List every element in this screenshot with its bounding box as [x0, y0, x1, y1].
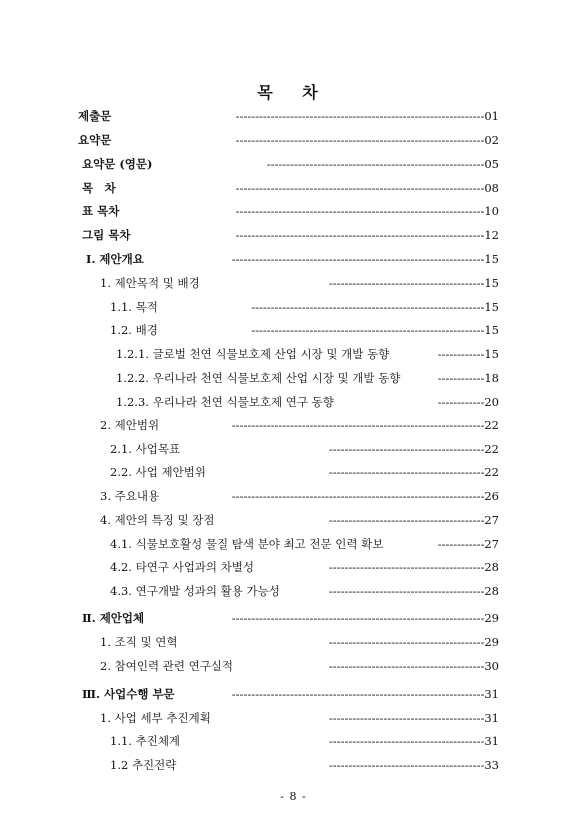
toc-leader: ----------------------------------------------------------------01 [235, 109, 499, 123]
toc-entry[interactable] [0, 582, 587, 600]
toc-entry[interactable] [0, 709, 587, 727]
toc-entry[interactable] [0, 274, 587, 292]
toc-entry[interactable] [0, 657, 587, 675]
toc-page-number: 26 [484, 489, 499, 503]
toc-entry[interactable] [0, 463, 587, 481]
toc-entry-label: 4.2. 타연구 사업과의 차별성 [110, 560, 254, 574]
toc-entry[interactable] [0, 131, 587, 149]
toc-leader: ----------------------------------------31 [328, 711, 499, 725]
toc-leader: ----------------------------------------28 [328, 584, 499, 598]
toc-entry-label: 1. 제안목적 및 배경 [100, 276, 200, 290]
toc-entry-label: 2.2. 사업 제안범위 [110, 465, 206, 479]
toc-entry[interactable] [0, 393, 587, 411]
toc-page-number: 30 [484, 659, 499, 673]
toc-entry[interactable] [0, 558, 587, 576]
toc-entry-label: 2. 제안범위 [100, 418, 160, 432]
toc-entry-label: 1.2.2. 우리나라 천연 식물보호제 산업 시장 및 개발 동향 [116, 371, 401, 385]
toc-entry[interactable] [0, 226, 587, 244]
toc-page-number: 29 [484, 611, 499, 625]
toc-leader: ----------------------------------------------------------------12 [235, 228, 499, 242]
toc-entry[interactable] [0, 732, 587, 750]
toc-page-number: 33 [484, 758, 499, 772]
toc-page-number: 08 [484, 181, 499, 195]
toc-leader: ----------------------------------------------------------------02 [235, 133, 499, 147]
toc-entry[interactable] [0, 511, 587, 529]
toc-entry-label: 요약문 [78, 133, 112, 147]
toc-leader: ------------------------------------------------------------15 [251, 323, 499, 337]
toc-entry[interactable] [0, 250, 587, 268]
toc-entry[interactable] [0, 369, 587, 387]
toc-leader: ----------------------------------------22 [328, 442, 499, 456]
toc-leader: ----------------------------------------27 [328, 513, 499, 527]
toc-entry-label: Ⅰ. 제안개요 [86, 252, 144, 266]
toc-page-number: 28 [484, 560, 499, 574]
toc-leader: -----------------------------------------------------------------29 [231, 611, 499, 625]
toc-page-number: 02 [484, 133, 499, 147]
toc-leader: -----------------------------------------------------------------26 [231, 489, 499, 503]
toc-entry[interactable] [0, 609, 587, 627]
toc-page-number: 20 [484, 395, 499, 409]
toc-page-number: 15 [484, 276, 499, 290]
toc-page-number: 05 [484, 157, 499, 171]
toc-entry-label: 1.2 추진전략 [110, 758, 177, 772]
toc-page-number: 22 [484, 442, 499, 456]
toc-leader: ----------------------------------------28 [328, 560, 499, 574]
toc-page-number: 15 [484, 347, 499, 361]
toc-entry[interactable] [0, 633, 587, 651]
toc-title: 목 차 [257, 83, 330, 102]
toc-leader: ------------20 [437, 395, 499, 409]
toc-page-number: 27 [484, 513, 499, 527]
toc-page-number: 31 [484, 734, 499, 748]
toc-page-number: 15 [484, 323, 499, 337]
toc-entry-label: 1.1. 목적 [110, 300, 158, 314]
toc-entry-label: Ⅲ. 사업수행 부문 [82, 687, 175, 701]
toc-entry-label: 제출문 [78, 109, 112, 123]
toc-leader: ----------------------------------------------------------------10 [235, 204, 499, 218]
toc-entry[interactable] [0, 202, 587, 220]
toc-page-number: 15 [484, 252, 499, 266]
toc-leader: ----------------------------------------31 [328, 734, 499, 748]
toc-entry[interactable] [0, 756, 587, 774]
toc-leader: ------------18 [437, 371, 499, 385]
toc-entry-label: 4. 제안의 특징 및 장점 [100, 513, 215, 527]
toc-leader: ------------------------------------------------------------15 [251, 300, 499, 314]
toc-entry-label: 1.1. 추진체계 [110, 734, 181, 748]
toc-entry-label: 1.2.1. 글로벌 천연 식물보호제 산업 시장 및 개발 동향 [116, 347, 390, 361]
toc-leader: ----------------------------------------33 [328, 758, 499, 772]
toc-entry-label: 2.1. 사업목표 [110, 442, 181, 456]
toc-entry[interactable] [0, 685, 587, 703]
toc-entry-label: 4.1. 식물보호활성 물질 탐색 분야 최고 전문 인력 확보 [110, 537, 384, 551]
toc-entry[interactable] [0, 321, 587, 339]
toc-entry[interactable] [0, 345, 587, 363]
toc-entry-label: 4.3. 연구개발 성과의 활용 가능성 [110, 584, 280, 598]
toc-entry-label: 표 목차 [82, 204, 120, 218]
toc-page-number: 28 [484, 584, 499, 598]
toc-leader: ------------27 [437, 537, 499, 551]
toc-page-number: 10 [484, 204, 499, 218]
toc-entry-label: 3. 주요내용 [100, 489, 160, 503]
toc-entry[interactable] [0, 440, 587, 458]
toc-leader: ----------------------------------------30 [328, 659, 499, 673]
toc-page-number: 18 [484, 371, 499, 385]
toc-page-number: 22 [484, 418, 499, 432]
toc-entry-label: 그림 목차 [82, 228, 131, 242]
toc-leader: -----------------------------------------------------------------15 [231, 252, 499, 266]
toc-leader: -----------------------------------------------------------------31 [231, 687, 499, 701]
toc-page-number: 15 [484, 300, 499, 314]
toc-entry-label: Ⅱ. 제안업체 [82, 611, 145, 625]
toc-entry[interactable] [0, 298, 587, 316]
toc-leader: ------------15 [437, 347, 499, 361]
toc-entry-label: 1.2.3. 우리나라 천연 식물보호제 연구 동향 [116, 395, 334, 409]
toc-page-number: 31 [484, 687, 499, 701]
toc-leader: ----------------------------------------------------------------08 [235, 181, 499, 195]
page-number-footer: - 8 - [280, 790, 307, 803]
toc-entry[interactable] [0, 535, 587, 553]
toc-page-number: 29 [484, 635, 499, 649]
toc-page-number: 22 [484, 465, 499, 479]
toc-leader: -----------------------------------------------------------------22 [231, 418, 499, 432]
toc-entry-label: 요약문 (영문) [82, 157, 153, 171]
toc-page-number: 27 [484, 537, 499, 551]
toc-leader: ----------------------------------------29 [328, 635, 499, 649]
toc-entry[interactable] [0, 179, 587, 197]
toc-leader: --------------------------------------------------------05 [266, 157, 499, 171]
toc-entry[interactable] [0, 155, 587, 173]
toc-entry[interactable] [0, 107, 587, 125]
toc-entry[interactable] [0, 416, 587, 434]
toc-leader: ----------------------------------------22 [328, 465, 499, 479]
toc-page-number: 01 [484, 109, 499, 123]
toc-entry-label: 1. 사업 세부 추진계획 [100, 711, 211, 725]
toc-page-number: 31 [484, 711, 499, 725]
toc-entry-label: 1.2. 배경 [110, 323, 158, 337]
toc-entry-label: 목 차 [82, 181, 116, 195]
toc-page-number: 12 [484, 228, 499, 242]
toc-entry-label: 1. 조직 및 연혁 [100, 635, 178, 649]
toc-entry[interactable] [0, 487, 587, 505]
toc-entry-label: 2. 참여인력 관련 연구실적 [100, 659, 234, 673]
toc-leader: ----------------------------------------15 [328, 276, 499, 290]
